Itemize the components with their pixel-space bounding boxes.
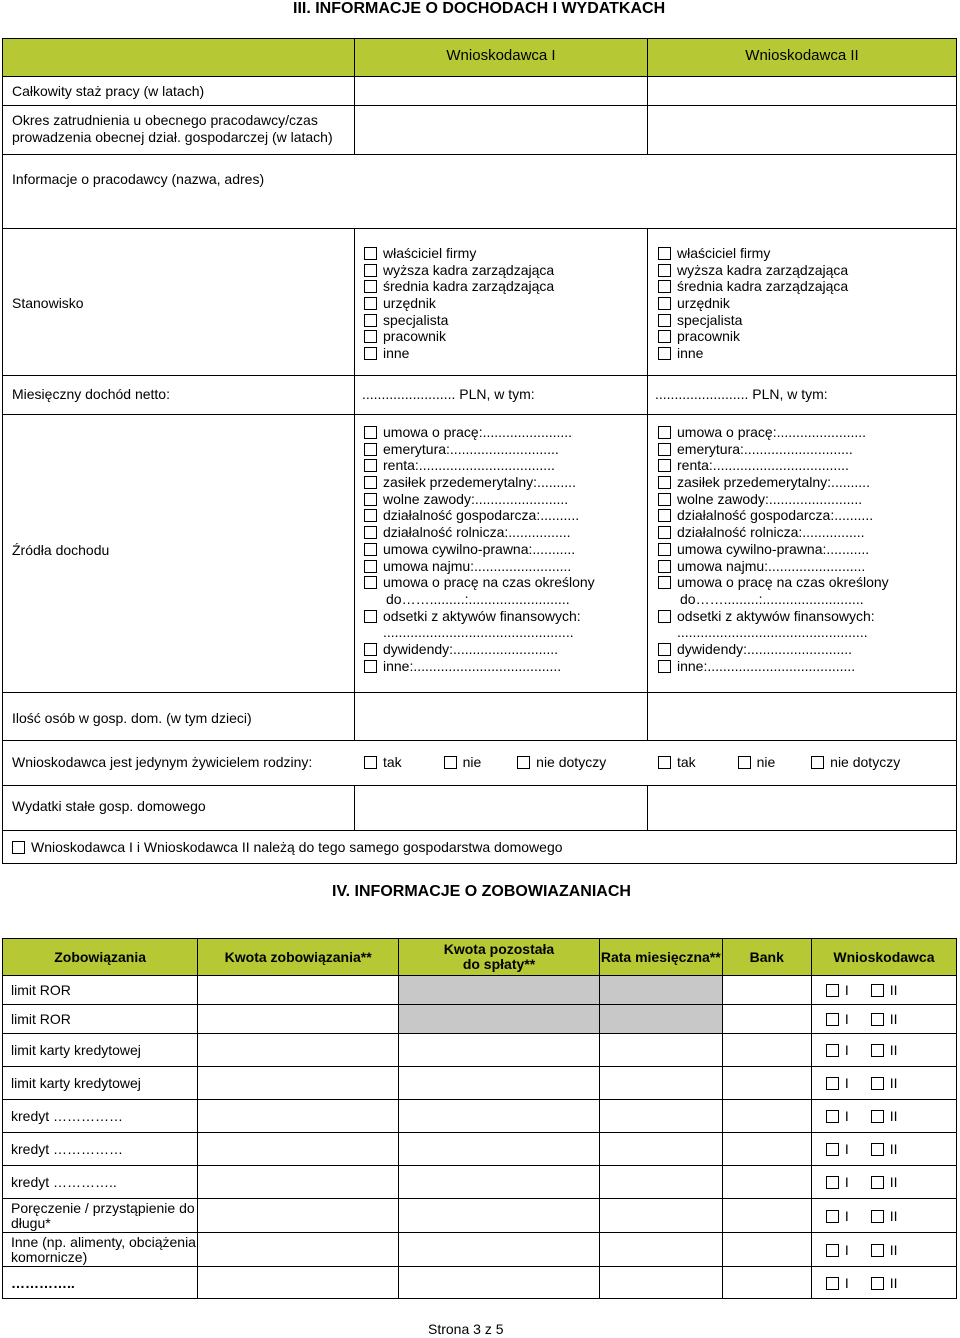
income-source-option[interactable]: umowa najmu:.........................	[364, 558, 595, 575]
cell-bank[interactable]	[722, 1034, 811, 1067]
cell-remaining[interactable]	[399, 1067, 600, 1100]
checkbox-icon[interactable]	[871, 1244, 884, 1257]
header-monthly-installment: Rata miesięczna**	[599, 939, 722, 976]
header-liabilities: Zobowiązania	[3, 939, 198, 976]
cell-applicant: I II	[811, 1166, 956, 1199]
row-label: kredyt ……………	[3, 1100, 198, 1133]
checkbox-icon[interactable]	[364, 347, 377, 360]
checkbox-icon[interactable]	[826, 1176, 839, 1189]
row-label: …………..	[3, 1267, 198, 1299]
table-row	[3, 1267, 957, 1299]
cell-bank[interactable]	[722, 1005, 811, 1034]
cell-bank[interactable]	[722, 1166, 811, 1199]
income-source-option[interactable]: działalność gospodarcza:..........	[364, 507, 595, 524]
header-bank: Bank	[722, 939, 811, 976]
cell-applicant: I II	[811, 1067, 956, 1100]
checkbox-icon[interactable]	[871, 1176, 884, 1189]
cell-remaining[interactable]	[399, 1233, 600, 1267]
position-options-applicant-2	[658, 245, 848, 362]
checkbox-icon[interactable]	[658, 660, 671, 673]
cell-applicant: I II	[811, 1005, 956, 1034]
income-source-option[interactable]: zasiłek przedemerytalny:..........	[364, 474, 595, 491]
income-source-option[interactable]: emerytura:............................	[364, 441, 595, 458]
cell-applicant: I II	[811, 1100, 956, 1133]
position-option[interactable]: pracownik	[364, 328, 554, 345]
cell-remaining[interactable]	[399, 1267, 600, 1299]
cell-remaining[interactable]	[399, 1199, 600, 1233]
income-sources-applicant-1	[364, 424, 595, 674]
income-source-option[interactable]: inne:......................................	[364, 658, 595, 675]
checkbox-icon[interactable]	[826, 1110, 839, 1123]
checkbox-icon[interactable]	[658, 330, 671, 343]
income-sources-applicant-2	[658, 424, 889, 674]
position-option[interactable]: urzędnik	[364, 295, 554, 312]
checkbox-icon[interactable]	[364, 643, 377, 656]
option-nie[interactable]: nie	[738, 754, 776, 770]
income-source-option[interactable]: działalność rolnicza:................	[658, 524, 889, 541]
checkbox-icon[interactable]	[658, 509, 671, 522]
label-income-sources: Źródła dochodu	[12, 542, 110, 558]
checkbox-icon[interactable]	[364, 314, 377, 327]
income-source-option[interactable]: umowa o pracę na czas określony	[364, 574, 595, 591]
option-nie[interactable]: nie	[444, 754, 482, 770]
checkbox-icon[interactable]	[738, 756, 751, 769]
income-value-applicant-1[interactable]: ........................ PLN, w tym:	[362, 386, 535, 402]
cell-installment[interactable]	[599, 1034, 722, 1067]
income-source-option[interactable]: dywidendy:...........................	[658, 641, 889, 658]
section-3-title: III. INFORMACJE O DOCHODACH I WYDATKACH	[293, 0, 666, 17]
label-employment-period-1: Okres zatrudnienia u obecnego pracodawcy/czas	[12, 112, 318, 128]
table-row	[3, 1034, 957, 1067]
income-source-option[interactable]: umowa o pracę na czas określony	[658, 574, 889, 591]
cell-installment[interactable]	[599, 1067, 722, 1100]
label-household-expenses: Wydatki stałe gosp. domowego	[12, 798, 206, 814]
income-value-applicant-2[interactable]: ........................ PLN, w tym:	[655, 386, 828, 402]
checkbox-icon[interactable]	[658, 443, 671, 456]
income-source-fixed-term-date[interactable]: do…….........:..........................	[386, 590, 570, 607]
position-option[interactable]: urzędnik	[658, 295, 848, 312]
row-label: limit ROR	[3, 976, 198, 1005]
checkbox-icon[interactable]	[364, 459, 377, 472]
option-nie-dotyczy[interactable]: nie dotyczy	[517, 754, 606, 770]
income-source-option[interactable]: wolne zawody:........................	[364, 491, 595, 508]
checkbox-icon[interactable]	[364, 426, 377, 439]
cell-installment[interactable]	[599, 1166, 722, 1199]
label-household-persons: Ilość osób w gosp. dom. (w tym dzieci)	[12, 710, 252, 726]
position-option[interactable]: średnia kadra zarządzająca	[364, 278, 554, 295]
row-label: kredyt ……………	[3, 1133, 198, 1166]
checkbox-icon[interactable]	[444, 756, 457, 769]
label-total-work-years: Całkowity staż pracy (w latach)	[12, 83, 205, 99]
checkbox-icon[interactable]	[364, 610, 377, 623]
cell-remaining	[399, 1005, 600, 1034]
checkbox-icon[interactable]	[364, 330, 377, 343]
checkbox-icon[interactable]	[658, 643, 671, 656]
cell-remaining[interactable]	[399, 1133, 600, 1166]
cell-installment[interactable]	[599, 1100, 722, 1133]
income-source-option[interactable]: odsetki z aktywów finansowych:	[364, 608, 595, 625]
cell-remaining[interactable]	[399, 1100, 600, 1133]
cell-installment	[599, 1005, 722, 1034]
checkbox-icon[interactable]	[12, 841, 25, 854]
checkbox-icon[interactable]	[658, 459, 671, 472]
cell-amount[interactable]	[198, 1067, 399, 1100]
income-source-option[interactable]: odsetki z aktywów finansowych:	[658, 608, 889, 625]
income-source-interest-value[interactable]: .................................................	[677, 624, 868, 641]
checkbox-icon[interactable]	[871, 1077, 884, 1090]
cell-amount[interactable]	[198, 1100, 399, 1133]
checkbox-icon[interactable]	[364, 543, 377, 556]
cell-installment[interactable]	[599, 1267, 722, 1299]
cell-bank[interactable]	[722, 976, 811, 1005]
position-option[interactable]: właściciel firmy	[364, 245, 554, 262]
checkbox-icon[interactable]	[364, 509, 377, 522]
row-label: kredyt …………..	[3, 1166, 198, 1199]
position-option[interactable]: specjalista	[364, 312, 554, 329]
checkbox-icon[interactable]	[826, 1013, 839, 1026]
checkbox-icon[interactable]	[658, 560, 671, 573]
cell-bank[interactable]	[722, 1199, 811, 1233]
cell-bank[interactable]	[722, 1067, 811, 1100]
cell-installment[interactable]	[599, 1233, 722, 1267]
position-option[interactable]: inne	[364, 345, 554, 362]
table-row	[3, 1166, 957, 1199]
checkbox-icon[interactable]	[364, 493, 377, 506]
income-source-option[interactable]: emerytura:............................	[658, 441, 889, 458]
income-source-option[interactable]: działalność rolnicza:................	[364, 524, 595, 541]
cell-applicant: I II	[811, 1034, 956, 1067]
checkbox-icon[interactable]	[658, 280, 671, 293]
row-label: Inne (np. alimenty, obciążenia komornicze)	[3, 1233, 198, 1267]
cell-installment	[599, 976, 722, 1005]
income-source-option[interactable]: umowa cywilno-prawna:...........	[364, 541, 595, 558]
sole-provider-options-applicant-2	[658, 754, 900, 770]
cell-amount[interactable]	[198, 1233, 399, 1267]
cell-amount[interactable]	[198, 1267, 399, 1299]
row-label: limit karty kredytowej	[3, 1067, 198, 1100]
checkbox-icon[interactable]	[658, 347, 671, 360]
table-row	[3, 1199, 957, 1233]
position-option[interactable]: inne	[658, 345, 848, 362]
income-source-option[interactable]: umowa najmu:.........................	[658, 558, 889, 575]
table-row	[3, 976, 957, 1005]
option-tak[interactable]: tak	[364, 754, 402, 770]
checkbox-icon[interactable]	[658, 543, 671, 556]
page-number: Strona 3 z 5	[428, 1321, 504, 1337]
checkbox-icon[interactable]	[364, 660, 377, 673]
checkbox-icon[interactable]	[658, 264, 671, 277]
row-label: Poręczenie / przystąpienie do długu*	[3, 1199, 198, 1233]
checkbox-icon[interactable]	[364, 576, 377, 589]
income-source-fixed-term-date[interactable]: do…….........:..........................	[680, 590, 864, 607]
cell-amount[interactable]	[198, 1034, 399, 1067]
income-source-option[interactable]: zasiłek przedemerytalny:..........	[658, 474, 889, 491]
position-options-applicant-1	[364, 245, 554, 362]
checkbox-icon[interactable]	[871, 984, 884, 997]
row-label: limit karty kredytowej	[3, 1034, 198, 1067]
cell-remaining[interactable]	[399, 1166, 600, 1199]
income-source-option[interactable]: inne:......................................	[658, 658, 889, 675]
option-nie-dotyczy[interactable]: nie dotyczy	[811, 754, 900, 770]
header-liability-amount: Kwota zobowiązania**	[198, 939, 399, 976]
checkbox-icon[interactable]	[517, 756, 530, 769]
checkbox-icon[interactable]	[658, 297, 671, 310]
checkbox-icon[interactable]	[658, 314, 671, 327]
checkbox-icon[interactable]	[364, 443, 377, 456]
checkbox-icon[interactable]	[871, 1013, 884, 1026]
table-row	[3, 1067, 957, 1100]
checkbox-icon[interactable]	[658, 493, 671, 506]
cell-bank[interactable]	[722, 1133, 811, 1166]
checkbox-icon[interactable]	[364, 280, 377, 293]
cell-bank[interactable]	[722, 1233, 811, 1267]
checkbox-icon[interactable]	[826, 1143, 839, 1156]
cell-bank[interactable]	[722, 1100, 811, 1133]
label-monthly-income: Miesięczny dochód netto:	[12, 386, 170, 402]
checkbox-icon[interactable]	[826, 1077, 839, 1090]
checkbox-icon[interactable]	[826, 1244, 839, 1257]
cell-installment[interactable]	[599, 1199, 722, 1233]
cell-installment[interactable]	[599, 1133, 722, 1166]
table-row	[3, 1100, 957, 1133]
cell-applicant: I II	[811, 1199, 956, 1233]
income-source-option[interactable]: renta:...................................	[658, 457, 889, 474]
checkbox-icon[interactable]	[658, 756, 671, 769]
checkbox-icon[interactable]	[811, 756, 824, 769]
checkbox-icon[interactable]	[826, 1277, 839, 1290]
cell-amount[interactable]	[198, 1005, 399, 1034]
cell-amount[interactable]	[198, 1166, 399, 1199]
checkbox-icon[interactable]	[826, 1210, 839, 1223]
cell-bank[interactable]	[722, 1267, 811, 1299]
col-header-applicant-1: Wnioskodawca I	[446, 47, 556, 64]
checkbox-icon[interactable]	[364, 264, 377, 277]
checkbox-icon[interactable]	[871, 1044, 884, 1057]
label-employment-period-2: prowadzenia obecnej dział. gospodarczej (w latach)	[12, 129, 333, 145]
table-row	[3, 1233, 957, 1267]
liabilities-table	[2, 938, 957, 1299]
income-source-option[interactable]: umowa o pracę:.......................	[364, 424, 595, 441]
section-4-title: IV. INFORMACJE O ZOBOWIAZANIACH	[332, 883, 631, 900]
position-option[interactable]: właściciel firmy	[658, 245, 848, 262]
cell-remaining	[399, 976, 600, 1005]
checkbox-icon[interactable]	[364, 297, 377, 310]
checkbox-icon[interactable]	[826, 984, 839, 997]
label-position: Stanowisko	[12, 295, 84, 311]
checkbox-icon[interactable]	[364, 756, 377, 769]
checkbox-icon[interactable]	[658, 526, 671, 539]
option-tak[interactable]: tak	[658, 754, 696, 770]
header-applicant: Wnioskodawca	[811, 939, 956, 976]
cell-applicant: I II	[811, 976, 956, 1005]
label-sole-provider: Wnioskodawca jest jedynym żywicielem rodziny:	[12, 754, 313, 770]
checkbox-icon[interactable]	[871, 1210, 884, 1223]
income-source-option[interactable]: wolne zawody:........................	[658, 491, 889, 508]
checkbox-icon[interactable]	[364, 526, 377, 539]
cell-amount[interactable]	[198, 976, 399, 1005]
cell-applicant: I II	[811, 1233, 956, 1267]
same-household-label: Wnioskodawca I i Wnioskodawca II należą do tego samego gospodarstwa domowego	[31, 839, 563, 855]
position-option[interactable]: wyższa kadra zarządzająca	[364, 262, 554, 279]
sole-provider-options-applicant-1	[364, 754, 606, 770]
income-source-option[interactable]: umowa cywilno-prawna:...........	[658, 541, 889, 558]
checkbox-icon[interactable]	[658, 426, 671, 439]
label-employer-info: Informacje o pracodawcy (nazwa, adres)	[12, 171, 265, 187]
table-row	[3, 1005, 957, 1034]
cell-applicant: I II	[811, 1133, 956, 1166]
checkbox-icon[interactable]	[658, 476, 671, 489]
position-option[interactable]: średnia kadra zarządzająca	[658, 278, 848, 295]
position-option[interactable]: wyższa kadra zarządzająca	[658, 262, 848, 279]
cell-remaining[interactable]	[399, 1034, 600, 1067]
position-option[interactable]: pracownik	[658, 328, 848, 345]
checkbox-same-household[interactable]	[12, 839, 563, 855]
row-label: limit ROR	[3, 1005, 198, 1034]
header-remaining-amount: Kwota pozostała do spłaty**	[399, 939, 600, 976]
checkbox-icon[interactable]	[364, 247, 377, 260]
income-source-option[interactable]: umowa o pracę:.......................	[658, 424, 889, 441]
income-source-option[interactable]: renta:...................................	[364, 457, 595, 474]
checkbox-icon[interactable]	[364, 476, 377, 489]
cell-amount[interactable]	[198, 1199, 399, 1233]
checkbox-icon[interactable]	[871, 1143, 884, 1156]
table-row	[3, 1133, 957, 1166]
checkbox-icon[interactable]	[826, 1044, 839, 1057]
checkbox-icon[interactable]	[658, 247, 671, 260]
checkbox-icon[interactable]	[871, 1110, 884, 1123]
cell-applicant: I II	[811, 1267, 956, 1299]
checkbox-icon[interactable]	[364, 560, 377, 573]
checkbox-icon[interactable]	[658, 576, 671, 589]
checkbox-icon[interactable]	[658, 610, 671, 623]
income-source-option[interactable]: działalność gospodarcza:..........	[658, 507, 889, 524]
income-source-option[interactable]: dywidendy:...........................	[364, 641, 595, 658]
income-source-interest-value[interactable]: .................................................	[383, 624, 574, 641]
checkbox-icon[interactable]	[871, 1277, 884, 1290]
position-option[interactable]: specjalista	[658, 312, 848, 329]
cell-amount[interactable]	[198, 1133, 399, 1166]
col-header-applicant-2: Wnioskodawca II	[745, 47, 859, 64]
